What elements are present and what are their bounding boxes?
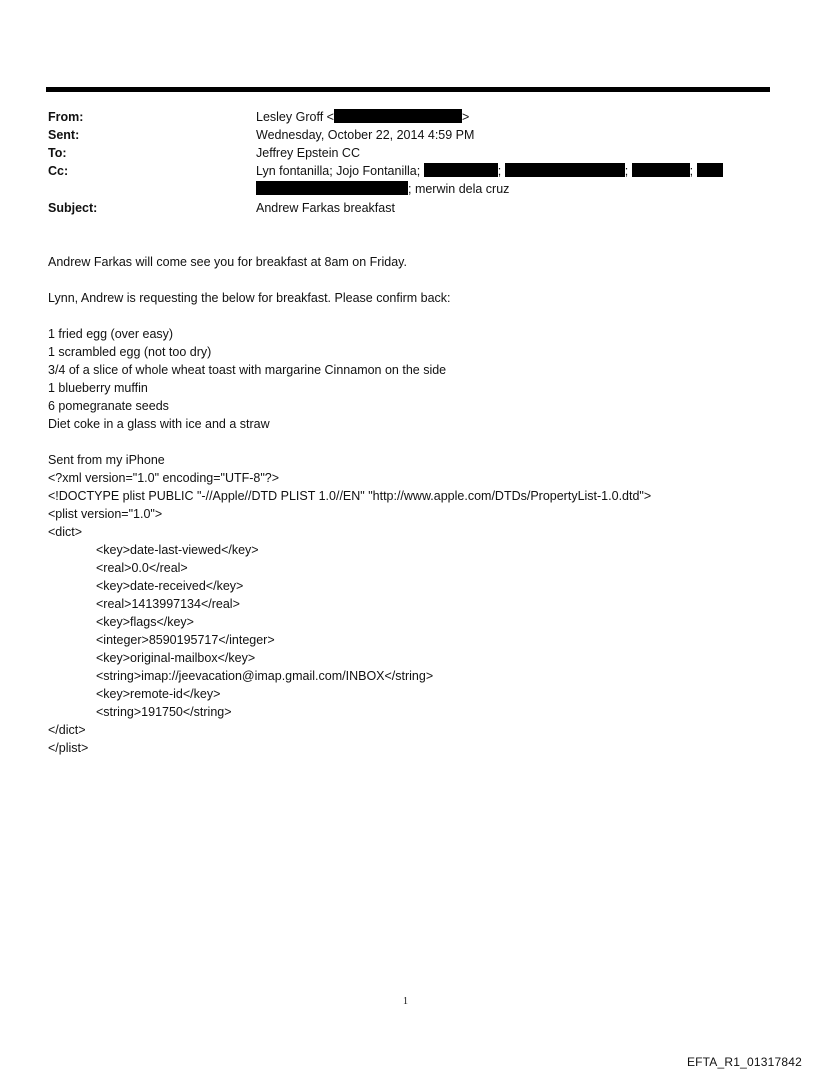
plist-open: <plist version="1.0"> — [48, 507, 163, 521]
from-label: From: — [48, 110, 84, 124]
redaction-box — [334, 109, 462, 123]
document-id: EFTA_R1_01317842 — [686, 1055, 802, 1069]
doctype-line: <!DOCTYPE plist PUBLIC "-//Apple//DTD PLIST 1.0//EN" "http://www.apple.com/DTDs/PropertyList-1.0.dtd"> — [48, 489, 652, 503]
cc-line1: Lyn fontanilla; Jojo Fontanilla; — [256, 164, 421, 178]
dict-line: <key>flags</key> — [96, 615, 194, 629]
dict-open: <dict> — [48, 525, 83, 539]
list-item: 1 fried egg (over easy) — [48, 327, 174, 341]
cc-sep: ; — [497, 164, 502, 178]
sent-label: Sent: — [48, 128, 80, 142]
cc-sep: ; — [689, 164, 694, 178]
to-label: To: — [48, 146, 67, 160]
from-close: > — [461, 110, 470, 124]
dict-line: <real>1413997134</real> — [96, 597, 240, 611]
redaction-box — [697, 163, 723, 177]
list-item: 3/4 of a slice of whole wheat toast with margarine Cinnamon on the side — [48, 363, 447, 377]
to-value: Jeffrey Epstein CC — [256, 146, 360, 160]
dict-line: <string>imap://jeevacation@imap.gmail.com/INBOX</string> — [96, 669, 434, 683]
redaction-box — [256, 181, 408, 195]
dict-line: <key>remote-id</key> — [96, 687, 221, 701]
redaction-box — [632, 163, 690, 177]
dict-line: <key>date-last-viewed</key> — [96, 543, 259, 557]
email-body — [48, 253, 651, 757]
plist-close: </plist> — [48, 741, 89, 755]
list-item: 1 blueberry muffin — [48, 381, 148, 395]
dict-line: <integer>8590195717</integer> — [96, 633, 275, 647]
cc-sep: ; — [624, 164, 629, 178]
page-number: 1 — [403, 996, 408, 1007]
redaction-box — [424, 163, 498, 177]
body-request: Lynn, Andrew is requesting the below for breakfast. Please confirm back: — [48, 291, 451, 305]
body-intro: Andrew Farkas will come see you for breakfast at 8am on Friday. — [48, 255, 407, 269]
header-rule — [46, 87, 770, 92]
dict-line: <string>191750</string> — [96, 705, 232, 719]
list-item: 6 pomegranate seeds — [48, 399, 169, 413]
from-name: Lesley Groff < — [256, 110, 334, 124]
cc-label: Cc: — [48, 164, 69, 178]
subject-value: Andrew Farkas breakfast — [256, 201, 395, 215]
redaction-box — [505, 163, 625, 177]
dict-line: <key>date-received</key> — [96, 579, 244, 593]
list-item: Diet coke in a glass with ice and a straw — [48, 417, 270, 431]
subject-label: Subject: — [48, 201, 98, 215]
signature: Sent from my iPhone — [48, 453, 165, 467]
sent-value: Wednesday, October 22, 2014 4:59 PM — [256, 128, 475, 142]
dict-close: </dict> — [48, 723, 86, 737]
xml-declaration: <?xml version="1.0" encoding="UTF-8"?> — [48, 471, 280, 485]
cc-line2-tail: ; merwin dela cruz — [408, 182, 510, 196]
dict-line: <key>original-mailbox</key> — [96, 651, 256, 665]
list-item: 1 scrambled egg (not too dry) — [48, 345, 212, 359]
dict-line: <real>0.0</real> — [96, 561, 188, 575]
